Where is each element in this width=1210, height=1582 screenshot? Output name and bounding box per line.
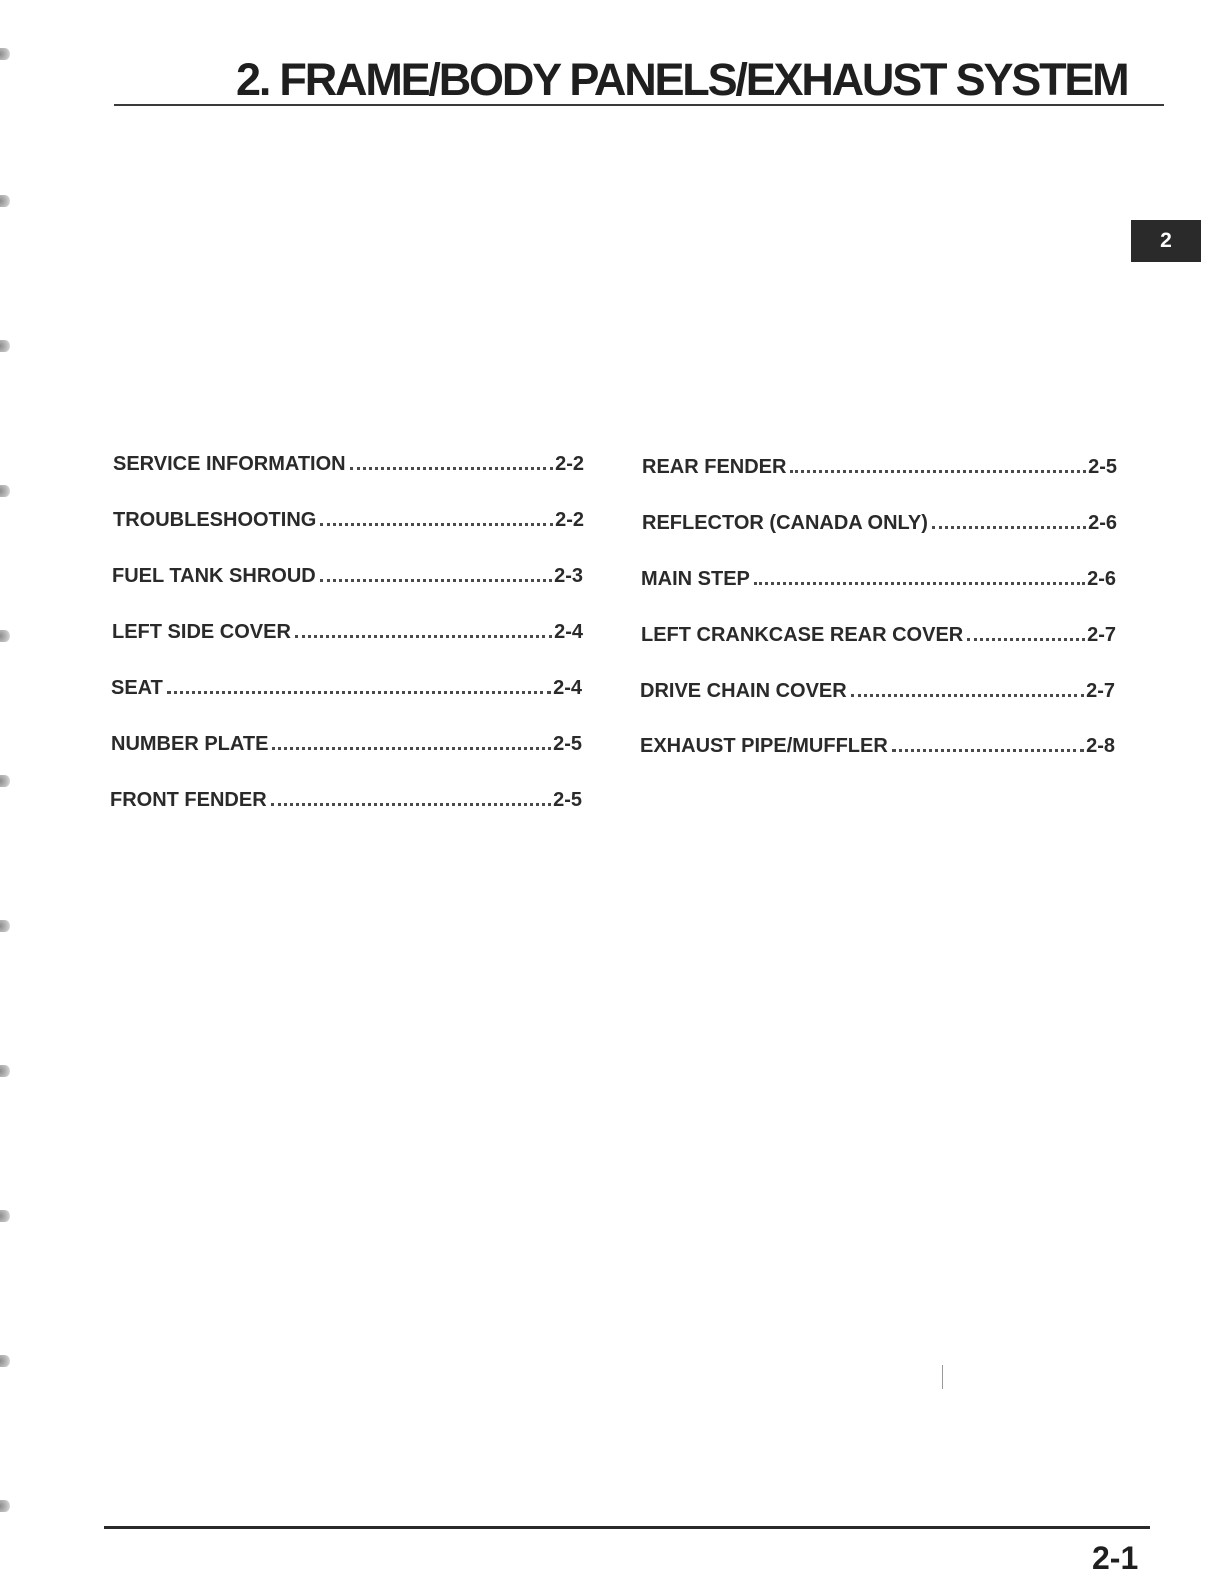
punch-hole <box>0 48 10 60</box>
toc-entry-page: 2-2 <box>555 453 584 475</box>
toc-entry-page: 2-2 <box>555 509 584 531</box>
toc-entry-page: 2-4 <box>554 621 583 643</box>
punch-hole <box>0 340 10 352</box>
toc-entry-page: 2-6 <box>1088 512 1117 534</box>
dot-leader <box>851 694 1084 697</box>
toc-entry-page: 2-5 <box>553 789 582 811</box>
punch-hole <box>0 630 10 642</box>
dot-leader <box>272 747 551 750</box>
toc-entry-page: 2-5 <box>1088 456 1117 478</box>
toc-entry-left-crankcase-rear-cover[interactable] <box>641 623 1116 647</box>
toc-entry-label: TROUBLESHOOTING <box>113 509 317 531</box>
toc-entry-rear-fender[interactable] <box>642 455 1117 479</box>
toc-entry-label: REFLECTOR (CANADA ONLY) <box>642 512 928 534</box>
dot-leader <box>754 582 1085 585</box>
toc-entry-page: 2-7 <box>1087 624 1116 646</box>
dot-leader <box>320 579 552 582</box>
punch-hole <box>0 1065 10 1077</box>
dot-leader <box>790 470 1086 473</box>
toc-entry-label: DRIVE CHAIN COVER <box>640 680 847 702</box>
punch-hole <box>0 195 10 207</box>
toc-entry-label: NUMBER PLATE <box>111 733 269 755</box>
toc-entry-label: LEFT CRANKCASE REAR COVER <box>641 624 964 646</box>
punch-hole <box>0 1500 10 1512</box>
punch-hole <box>0 775 10 787</box>
toc-entry-left-side-cover[interactable] <box>112 620 583 644</box>
toc-entry-page: 2-8 <box>1086 735 1115 757</box>
dot-leader <box>932 526 1086 529</box>
toc-entry-label: FUEL TANK SHROUD <box>112 565 316 587</box>
toc-entry-page: 2-3 <box>554 565 583 587</box>
chapter-tab: 2 <box>1131 220 1201 262</box>
toc-entry-page: 2-7 <box>1086 680 1115 702</box>
punch-hole <box>0 1355 10 1367</box>
toc-entry-fuel-tank-shroud[interactable] <box>112 564 583 588</box>
toc-entry-label: FRONT FENDER <box>110 789 267 811</box>
dot-leader <box>320 523 553 526</box>
punch-hole <box>0 485 10 497</box>
toc-entry-front-fender[interactable] <box>110 788 582 812</box>
page-number: 2-1 <box>1092 1540 1139 1576</box>
toc-entry-exhaust-pipe-muffler[interactable] <box>640 734 1115 758</box>
dot-leader <box>295 635 552 638</box>
footer-divider <box>104 1526 1150 1529</box>
dot-leader <box>967 638 1085 641</box>
dot-leader <box>350 467 553 470</box>
toc-entry-troubleshooting[interactable] <box>113 508 584 532</box>
toc-entry-label: SEAT <box>111 677 163 699</box>
dot-leader <box>167 691 551 694</box>
toc-entry-main-step[interactable] <box>641 567 1116 591</box>
title-divider <box>114 104 1164 106</box>
toc-entry-page: 2-4 <box>553 677 582 699</box>
dot-leader <box>892 749 1084 752</box>
toc-entry-page: 2-6 <box>1087 568 1116 590</box>
toc-entry-reflector[interactable] <box>642 511 1117 535</box>
toc-entry-label: MAIN STEP <box>641 568 750 590</box>
scan-mark <box>942 1365 943 1389</box>
toc-entry-seat[interactable] <box>111 676 582 700</box>
toc-entry-drive-chain-cover[interactable] <box>640 679 1115 703</box>
toc-entry-label: REAR FENDER <box>642 456 787 478</box>
chapter-title: 2. FRAME/BODY PANELS/EXHAUST SYSTEM <box>236 54 1128 105</box>
toc-entry-label: EXHAUST PIPE/MUFFLER <box>640 735 888 757</box>
toc-entry-page: 2-5 <box>553 733 582 755</box>
toc-entry-service-information[interactable] <box>113 452 584 476</box>
dot-leader <box>271 803 551 806</box>
toc-entry-number-plate[interactable] <box>111 732 582 756</box>
toc-entry-label: SERVICE INFORMATION <box>113 453 346 475</box>
punch-hole <box>0 1210 10 1222</box>
punch-hole <box>0 920 10 932</box>
toc-entry-label: LEFT SIDE COVER <box>112 621 291 643</box>
